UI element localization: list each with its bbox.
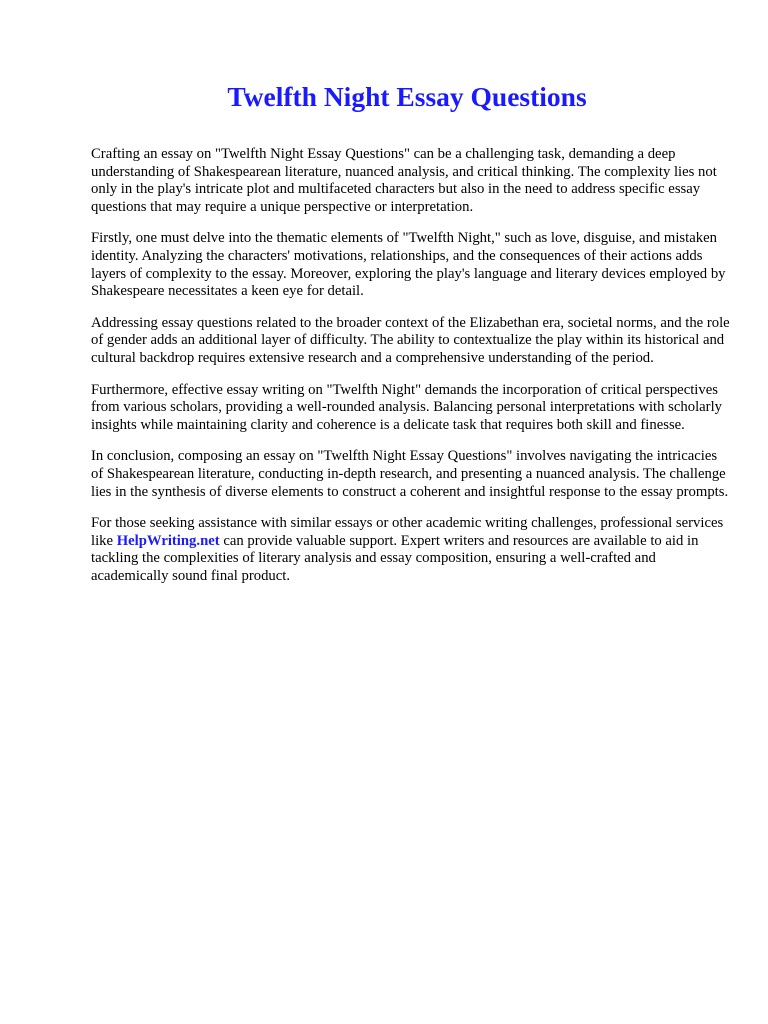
paragraph-intro: Crafting an essay on "Twelfth Night Essay Questions" can be a challenging task, demanding a deep understanding of Shakespearean literature, nuanced analysis, and critical thinking. The complexity lies not only in the play's intricate plot and multifaceted characters but also in the need to address specific essay questions that may require a unique perspective or interpretation. — [91, 146, 717, 215]
page-title: Twelfth Night Essay Questions — [227, 81, 587, 112]
paragraph-conclusion: In conclusion, composing an essay on "Twelfth Night Essay Questions" involves navigating the intricacies of Shakespearean literature, conducting in-depth research, and presenting a nuanced analysis. The challenge lies in the synthesis of diverse elements to construct a coherent and insightful response to the essay prompts. — [91, 448, 729, 500]
paragraph-perspectives: Furthermore, effective essay writing on "Twelfth Night" demands the incorporation of critical perspectives from various scholars, providing a well-rounded analysis. Balancing personal interpretations with scholarly insights while maintaining clarity and coherence is a delicate task that requires both skill and finesse. — [91, 381, 722, 433]
paragraph-context: Addressing essay questions related to the broader context of the Elizabethan era, societal norms, and the role of gender adds an additional layer of difficulty. The ability to contextualize the play within its historical and cultural backdrop requires extensive research and a comprehensive understanding of the period. — [91, 314, 730, 366]
paragraph-themes: Firstly, one must delve into the thematic elements of "Twelfth Night," such as love, disguise, and mistaken identity. Analyzing the characters' motivations, relationships, and the consequences of their actions adds layers of complexity to the essay. Moreover, exploring the play's language and literary devices employed by Shakespeare necessitates a keen eye for detail. — [91, 230, 726, 300]
helpwriting-link[interactable]: HelpWriting.net — [116, 532, 220, 549]
services-text-before: For those seeking assistance with similar essays or other academic writing challenges, professional services like — [91, 515, 724, 549]
paragraph-services — [91, 515, 731, 585]
essay-body — [91, 146, 731, 599]
services-text-after: can provide valuable support. Expert writers and resources are available to aid in tackling the complexities of literary analysis and essay composition, ensuring a well-crafted and academically sound final product. — [91, 532, 699, 584]
